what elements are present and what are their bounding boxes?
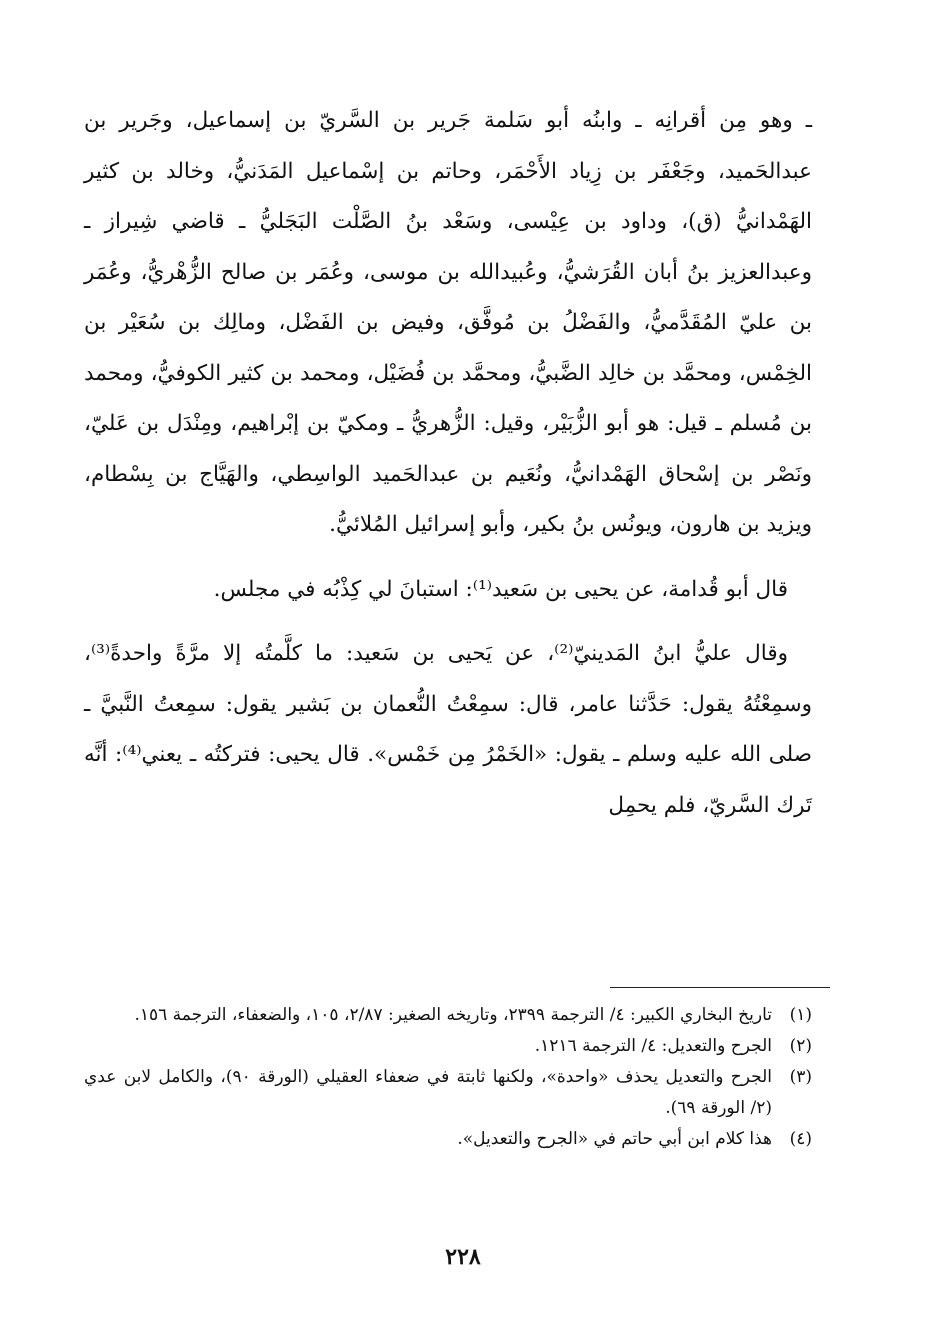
footnote-number: (٤) — [789, 1129, 812, 1149]
footnote-item — [84, 1031, 812, 1062]
footnote-number: (٣) — [789, 1067, 812, 1087]
footnote-number: (١) — [789, 1005, 812, 1025]
page-number: ٢٢٨ — [445, 1244, 481, 1270]
footnote-text: الجرح والتعديل يحذف «واحدة»، ولكنها ثابتة في ضعفاء العقيلي (الورقة ٩٠)، والكامل لابن عدي (٢/ الورقة ٦٩). — [84, 1067, 773, 1118]
footnotes-section — [84, 1000, 812, 1155]
footnote-text: تاريخ البخاري الكبير: ٤/ الترجمة ٢٣٩٩، وتاريخه الصغير: ٢/٨٧، ١٠٥، والضعفاء، الترجمة ١٥٦. — [134, 1005, 772, 1025]
footnote-item — [84, 1000, 812, 1031]
footnote-text: هذا كلام ابن أبي حاتم في «الجرح والتعديل». — [457, 1129, 772, 1149]
footnote-number: (٢) — [789, 1036, 812, 1056]
footnote-item — [84, 1062, 812, 1124]
main-text-block — [84, 96, 812, 831]
paragraph-abu-qudama: قال أبو قُدامة، عن يحيى بن سَعيد⁽¹⁾: استبانَ لي كِذْبُه في مجلس. — [213, 576, 788, 602]
footnote-item — [84, 1124, 812, 1155]
footnote-text: الجرح والتعديل: ٤/ الترجمة ١٢١٦. — [534, 1036, 772, 1056]
footnote-separator-rule — [610, 987, 830, 988]
paragraph-narrators-list: ـ وهو مِن أقرانِه ـ وابنُه أبو سَلمة جَرير بن السَّريّ بن إسماعيل، وجَرير بن عبدالحَميد، وجَعْفَر بن زِياد الأَحْمَر، وحاتم بن إسْماعيل المَدَنيُّ، وخالد بن كثير الهَمْدانيُّ (ق)، وداود بن عِيْسى، وسَعْد بنُ الصَّلْت البَجَليُّ ـ قاضي شِيراز ـ وعبدالعزيز بنُ أبان القُرَشيُّ، وعُبيدالله بن موسى، وعُمَر بن صالح الزُّهْريُّ، وعُمَر بن عليّ المُقَدَّميُّ، والفَضْلُ بن مُوفَّق، وفيض بن الفَضْل، ومالِك بن سُعَيْر بن الخِمْس، ومحمَّد بن خالِد الضَّبيُّ، ومحمَّد بن فُضَيْل، ومحمد بن كثير الكوفيُّ، ومحمد بن مُسلم ـ قيل: هو أبو الزُّبَيْر، وقيل: الزُّهريُّ ـ ومكيّ بن إبْراهيم، ومِنْدَل بن عَليّ، ونَصْر بن إسْحاق الهَمْدانيُّ، ونُعَيم بن عبدالحَميد الواسِطي، والهَيَّاج بن بِسْطام، ويزيد بن هارون، ويونُس بنُ بكير، وأبو إسرائيل المُلائيُّ. — [84, 108, 812, 537]
paragraph-ali-ibn-madini: وقال عليُّ ابنُ المَدينيّ⁽²⁾، عن يَحيى بن سَعيد: ما كلَّمتُه إلا مرَّةً واحدةً⁽³⁾، وسمِعْتُهُ يقول: حَدَّثنا عامر، قال: سمِعْتُ النُّعمان بن بَشير يقول: سمِعتُ النَّبيَّ ـ صلى الله عليه وسلم ـ يقول: «الخَمْرُ مِن خَمْس». قال يحيى: فتركتُه ـ يعني⁽⁴⁾: أنَّه تَرك السَّريّ، فلم يحمِل — [84, 641, 812, 818]
